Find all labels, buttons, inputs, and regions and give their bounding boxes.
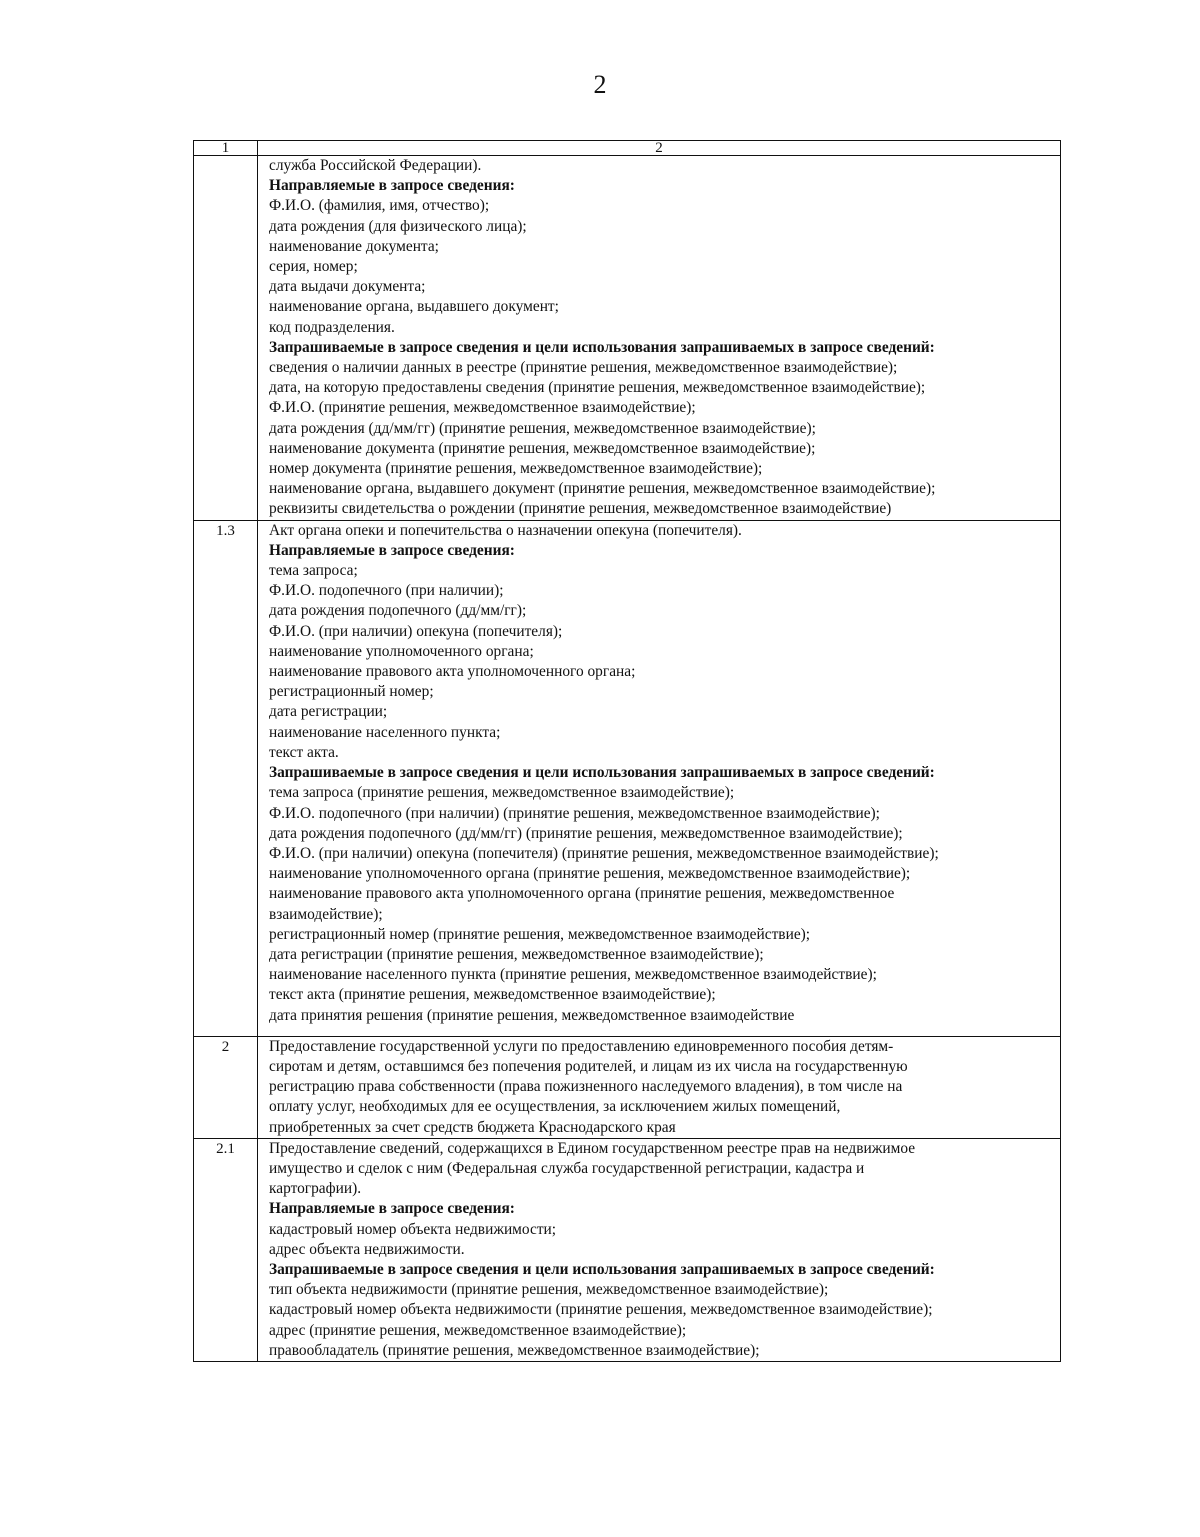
text-line: наименование документа; <box>269 237 439 255</box>
text-line: служба Российской Федерации). <box>269 157 482 174</box>
section-heading: Направляемые в запросе сведения: <box>269 177 515 195</box>
text-line: приобретенных за счет средств бюджета Краснодарского края <box>269 1118 676 1136</box>
text-line: реквизиты свидетельства о рождении (принятие решения, межведомственное взаимодействие) <box>269 500 892 518</box>
text-line: Ф.И.О. подопечного (при наличии) (принятие решения, межведомственное взаимодействие); <box>269 804 880 822</box>
text-line: Ф.И.О. (принятие решения, межведомственное взаимодействие); <box>269 399 696 417</box>
text-line: адрес (принятие решения, межведомственное взаимодействие); <box>269 1321 687 1339</box>
header-col-2: 2 <box>258 141 1061 156</box>
row-number <box>194 156 258 521</box>
text-line: имущество и сделок с ним (Федеральная служба государственной регистрации, кадастра и <box>269 1159 865 1177</box>
section-heading: Запрашиваемые в запросе сведения и цели использования запрашиваемых в запросе сведений: <box>269 1260 935 1278</box>
requests-table <box>193 140 1061 1362</box>
text-line: оплату услуг, необходимых для ее осуществления, за исключением жилых помещений, <box>269 1098 841 1116</box>
text-line: Предоставление государственной услуги по предоставлению единовременного пособия детям- <box>269 1037 894 1055</box>
text-line: Ф.И.О. (фамилия, имя, отчество); <box>269 197 490 215</box>
text-line: дата рождения (для физического лица); <box>269 217 527 235</box>
text-line: дата регистрации; <box>269 703 388 721</box>
text-line: наименование уполномоченного органа; <box>269 642 534 660</box>
section-heading: Направляемые в запросе сведения: <box>269 541 515 559</box>
text-line: Ф.И.О. (при наличии) опекуна (попечителя); <box>269 622 563 640</box>
text-line: наименование населенного пункта; <box>269 723 501 741</box>
header-col-1: 1 <box>194 141 258 156</box>
table-row <box>194 1138 1061 1361</box>
text-line: текст акта (принятие решения, межведомственное взаимодействие); <box>269 986 716 1004</box>
text-line: наименование правового акта уполномоченного органа; <box>269 663 636 681</box>
text-line: дата принятия решения (принятие решения, межведомственное взаимодействие <box>269 1006 795 1024</box>
text-line: наименование документа (принятие решения, межведомственное взаимодействие); <box>269 439 816 457</box>
table-row <box>194 520 1061 1036</box>
text-line: номер документа (принятие решения, межведомственное взаимодействие); <box>269 460 763 478</box>
text-line: Предоставление сведений, содержащихся в Едином государственном реестре прав на недвижимое <box>269 1139 916 1157</box>
spacer <box>269 1026 1054 1036</box>
text-line: тип объекта недвижимости (принятие решения, межведомственное взаимодействие); <box>269 1281 829 1299</box>
text-line: дата выдачи документа; <box>269 278 426 296</box>
text-line: наименование органа, выдавшего документ (принятие решения, межведомственное взаимодействие); <box>269 480 936 498</box>
table-row <box>194 1036 1061 1138</box>
row-number: 2.1 <box>194 1138 258 1361</box>
text-line: наименование органа, выдавшего документ; <box>269 298 559 316</box>
text-line: кадастровый номер объекта недвижимости (принятие решения, межведомственное взаимодействие); <box>269 1301 933 1319</box>
table-row <box>194 156 1061 521</box>
row-content <box>258 1036 1061 1138</box>
text-line: регистрацию права собственности (права пожизненного наследуемого владения), в том числе на <box>269 1078 903 1096</box>
text-line: взаимодействие); <box>269 905 383 923</box>
section-heading: Направляемые в запросе сведения: <box>269 1200 515 1218</box>
page-number: 2 <box>593 70 607 99</box>
text-line: адрес объекта недвижимости. <box>269 1240 465 1258</box>
text-line: текст акта. <box>269 743 339 761</box>
text-line: дата рождения подопечного (дд/мм/гг) (принятие решения, межведомственное взаимодействие); <box>269 824 903 842</box>
text-line: кадастровый номер объекта недвижимости; <box>269 1220 557 1238</box>
text-line: дата рождения подопечного (дд/мм/гг); <box>269 602 527 620</box>
text-line: наименование населенного пункта (принятие решения, межведомственное взаимодействие); <box>269 966 877 984</box>
text-line: регистрационный номер (принятие решения, межведомственное взаимодействие); <box>269 925 811 943</box>
text-line: тема запроса; <box>269 562 358 580</box>
text-line: серия, номер; <box>269 258 358 276</box>
row-content <box>258 156 1061 521</box>
text-line: дата, на которую предоставлены сведения (принятие решения, межведомственное взаимодействие); <box>269 379 926 397</box>
text-line: регистрационный номер; <box>269 683 434 701</box>
text-line: картографии). <box>269 1180 362 1198</box>
text-line: Акт органа опеки и попечительства о назначении опекуна (попечителя). <box>269 521 742 539</box>
text-line: сведения о наличии данных в реестре (принятие решения, межведомственное взаимодействие); <box>269 359 898 377</box>
text-line: код подразделения. <box>269 318 395 336</box>
row-content <box>258 520 1061 1036</box>
text-line: дата регистрации (принятие решения, межведомственное взаимодействие); <box>269 945 764 963</box>
text-line: тема запроса (принятие решения, межведомственное взаимодействие); <box>269 784 735 802</box>
table-header-row <box>194 141 1061 156</box>
text-line: наименование правового акта уполномоченного органа (принятие решения, межведомственное <box>269 885 895 903</box>
text-line: дата рождения (дд/мм/гг) (принятие решения, межведомственное взаимодействие); <box>269 419 816 437</box>
row-number: 2 <box>194 1036 258 1138</box>
text-line: правообладатель (принятие решения, межведомственное взаимодействие); <box>269 1341 760 1359</box>
section-heading: Запрашиваемые в запросе сведения и цели использования запрашиваемых в запросе сведений: <box>269 764 935 782</box>
text-line: Ф.И.О. подопечного (при наличии); <box>269 582 504 600</box>
text-line: Ф.И.О. (при наличии) опекуна (попечителя) (принятие решения, межведомственное взаимодействие); <box>269 844 939 862</box>
row-content <box>258 1138 1061 1361</box>
text-line: сиротам и детям, оставшимся без попечения родителей, и лицам из их числа на государственную <box>269 1057 908 1075</box>
text-line: наименование уполномоченного органа (принятие решения, межведомственное взаимодействие); <box>269 865 911 883</box>
row-number: 1.3 <box>194 520 258 1036</box>
section-heading: Запрашиваемые в запросе сведения и цели использования запрашиваемых в запросе сведений: <box>269 338 935 356</box>
